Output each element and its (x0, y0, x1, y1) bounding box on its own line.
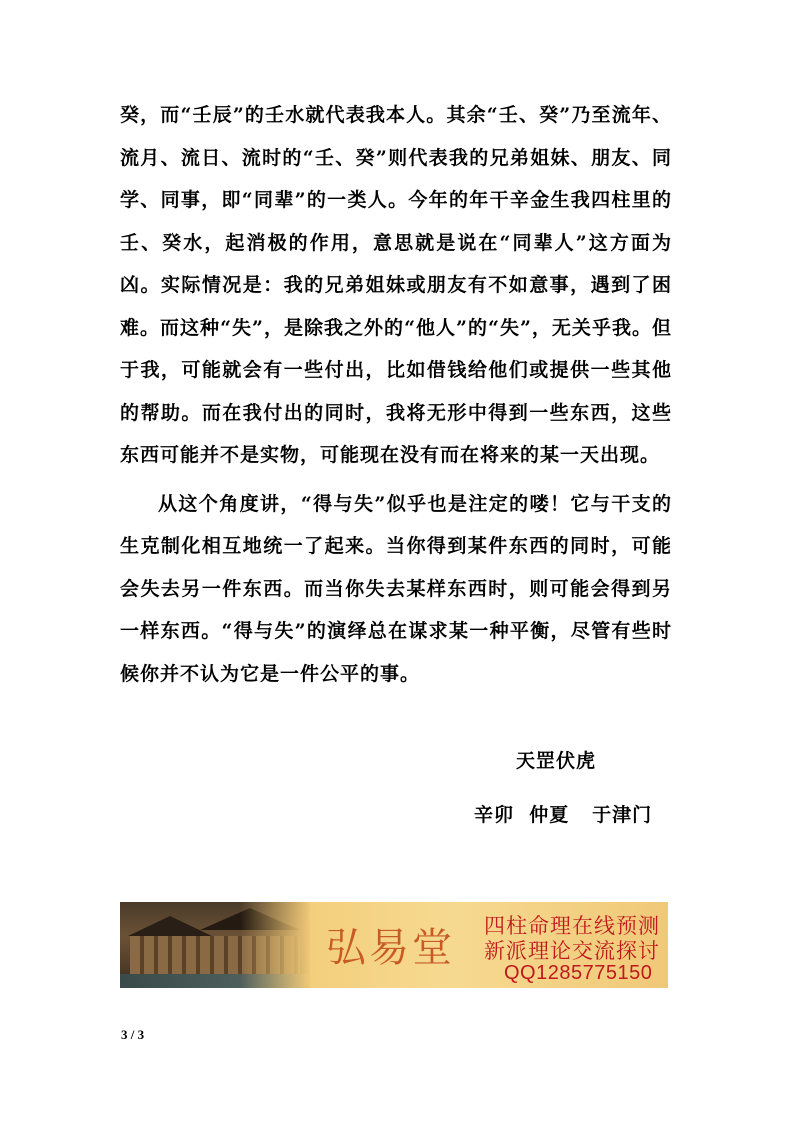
page-number: 3 / 3 (121, 1027, 145, 1042)
signature-date: 辛卯 仲夏 于津门 (474, 804, 653, 826)
banner-slogan-2: 新派理论交流探讨 (484, 939, 660, 963)
signature-author: 天罡伏虎 (516, 750, 597, 772)
body-text (120, 94, 672, 695)
banner-slogan-1: 四柱命理在线预测 (484, 914, 660, 938)
paragraph-1: 癸，而“壬辰”的壬水就代表我本人。其余“壬、癸”乃至流年、流月、流日、流时的“壬、癸”则代表我的兄弟姐妹、朋友、同学、同事，即“同辈”的一类人。今年的年干辛金生我四柱里的壬、癸水，起消极的作用，意思就是说在“同辈人”这方面为凶。实际情况是：我的兄弟姐妹或朋友有不如意事，遇到了困难。而这种“失”，是除我之外的“他人”的“失”，无关乎我。但于我，可能就会有一些付出，比如借钱给他们或提供一些其他的帮助。而在我付出的同时，我将无形中得到一些东西，这些东西可能并不是实物，可能现在没有而在将来的某一天出现。 (120, 104, 672, 466)
ancient-town-photo (120, 902, 310, 988)
paragraph-2: 从这个角度讲，“得与失”似乎也是注定的喽！它与干支的生克制化相互地统一了起来。当你得到某件东西的同时，可能会失去另一件东西。而当你失去某样东西时，则可能会得到另一样东西。“得与失”的演绎总在谋求某一种平衡，尽管有些时候你并不认为它是一件公平的事。 (120, 492, 672, 685)
banner-brand: 弘易堂 (326, 925, 455, 971)
banner-qq-number: QQ1285775150 (504, 962, 653, 984)
advertisement-banner (120, 902, 668, 988)
